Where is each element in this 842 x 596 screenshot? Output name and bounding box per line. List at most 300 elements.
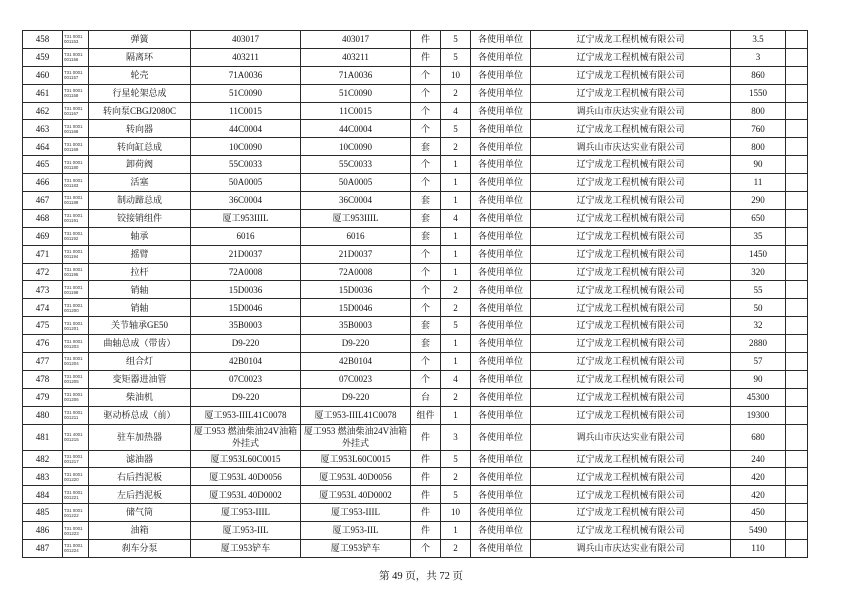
table-row [23, 120, 808, 138]
table-row [23, 66, 808, 84]
supplier: 辽宁成龙工程机械有限公司 [531, 31, 731, 49]
user-unit: 各使用单位 [471, 263, 531, 281]
item-name: 油箱 [89, 522, 191, 540]
item-name: 刹车分泵 [89, 540, 191, 558]
item-code-line: T31 0001 [64, 507, 83, 513]
quantity: 2 [441, 281, 471, 299]
remark-cell [786, 120, 808, 138]
item-code-line: T31 0001 [64, 141, 83, 147]
user-unit: 各使用单位 [471, 468, 531, 486]
unit: 件 [411, 504, 441, 522]
unit: 套 [411, 192, 441, 210]
supplier: 调兵山市庆达实业有限公司 [531, 424, 731, 450]
remark-cell [786, 450, 808, 468]
spec-model: 50A0005 [191, 174, 301, 192]
unit: 件 [411, 48, 441, 66]
remark-cell [786, 192, 808, 210]
supplier: 辽宁成龙工程机械有限公司 [531, 120, 731, 138]
row-number: 469 [23, 227, 63, 245]
item-code [63, 263, 89, 281]
spec-model: 21D0037 [191, 245, 301, 263]
item-name: 转向器 [89, 120, 191, 138]
item-code [63, 370, 89, 388]
item-code-line: 001220 [64, 476, 79, 482]
row-number: 484 [23, 486, 63, 504]
unit-price: 290 [731, 192, 786, 210]
row-number: 473 [23, 281, 63, 299]
spec-model: 11C0015 [191, 102, 301, 120]
spec-model: 07C0023 [191, 370, 301, 388]
user-unit: 各使用单位 [471, 540, 531, 558]
item-code [63, 84, 89, 102]
item-code-line: T31 0001 [64, 302, 83, 308]
row-number: 479 [23, 388, 63, 406]
item-code-line: 001156 [64, 57, 79, 63]
user-unit: 各使用单位 [471, 48, 531, 66]
spec-model: 403211 [191, 48, 301, 66]
item-code [63, 102, 89, 120]
item-code [63, 450, 89, 468]
table-row [23, 522, 808, 540]
item-name: 摇臂 [89, 245, 191, 263]
remark-cell [786, 353, 808, 371]
quantity: 2 [441, 388, 471, 406]
item-code-line: 001200 [64, 307, 79, 313]
item-code [63, 522, 89, 540]
quantity: 4 [441, 370, 471, 388]
user-unit: 各使用单位 [471, 209, 531, 227]
supplier: 辽宁成龙工程机械有限公司 [531, 66, 731, 84]
spec-model-alt: 厦工953L60C0015 [301, 450, 411, 468]
supplier: 调兵山市庆达实业有限公司 [531, 138, 731, 156]
item-code-line: T31 0001 [64, 471, 83, 477]
unit-price: 32 [731, 317, 786, 335]
item-code [63, 209, 89, 227]
unit: 个 [411, 263, 441, 281]
parts-ledger [22, 30, 807, 558]
remark-cell [786, 263, 808, 281]
item-code-line: 001153 [64, 39, 79, 45]
table-row [23, 156, 808, 174]
item-code-line: 001191 [64, 218, 79, 224]
spec-model-alt: 厦工953L 40D0002 [301, 486, 411, 504]
table-row [23, 299, 808, 317]
item-code-line: T31 0001 [64, 159, 83, 165]
user-unit: 各使用单位 [471, 174, 531, 192]
item-code-line: T31 0001 [64, 410, 83, 416]
table-row [23, 353, 808, 371]
table-row [23, 370, 808, 388]
item-name: 铰接销组件 [89, 209, 191, 227]
item-name: 拉杆 [89, 263, 191, 281]
row-number: 462 [23, 102, 63, 120]
item-name: 右后挡泥板 [89, 468, 191, 486]
unit: 组件 [411, 406, 441, 424]
supplier: 辽宁成龙工程机械有限公司 [531, 281, 731, 299]
quantity: 10 [441, 504, 471, 522]
spec-model: 厦工953-IIL [191, 522, 301, 540]
remark-cell [786, 227, 808, 245]
spec-model: 厦工953铲车 [191, 540, 301, 558]
item-code [63, 317, 89, 335]
item-code-line: T31 0001 [64, 195, 83, 201]
user-unit: 各使用单位 [471, 388, 531, 406]
item-code-line: 001206 [64, 397, 79, 403]
item-code [63, 48, 89, 66]
supplier: 辽宁成龙工程机械有限公司 [531, 299, 731, 317]
item-code-line: 001158 [64, 93, 79, 99]
item-code-line: T31 0001 [64, 267, 83, 273]
spec-model-alt: 厦工953-IIL [301, 522, 411, 540]
item-code-line: T31 0001 [64, 231, 83, 237]
remark-cell [786, 138, 808, 156]
item-name: 关节轴承GE50 [89, 317, 191, 335]
unit: 件 [411, 450, 441, 468]
unit: 个 [411, 281, 441, 299]
remark-cell [786, 174, 808, 192]
quantity: 1 [441, 406, 471, 424]
spec-model-alt: 厦工953-IIIL [301, 504, 411, 522]
remark-cell [786, 48, 808, 66]
unit: 件 [411, 31, 441, 49]
item-name: 驻车加热器 [89, 424, 191, 450]
item-code-line: 001223 [64, 530, 79, 536]
unit: 个 [411, 370, 441, 388]
user-unit: 各使用单位 [471, 335, 531, 353]
unit-price: 800 [731, 102, 786, 120]
unit: 套 [411, 335, 441, 353]
remark-cell [786, 522, 808, 540]
unit-price: 650 [731, 209, 786, 227]
table-row [23, 192, 808, 210]
unit: 套 [411, 227, 441, 245]
spec-model-alt: 厦工953IIIL [301, 209, 411, 227]
supplier: 辽宁成龙工程机械有限公司 [531, 406, 731, 424]
item-code-line: T31 0001 [64, 34, 83, 40]
spec-model-alt: 15D0046 [301, 299, 411, 317]
spec-model-alt: 72A0008 [301, 263, 411, 281]
unit: 个 [411, 540, 441, 558]
spec-model: 71A0036 [191, 66, 301, 84]
item-code-line: T31 0001 [64, 70, 83, 76]
item-name: 行星轮架总成 [89, 84, 191, 102]
table-row [23, 174, 808, 192]
unit-price: 680 [731, 424, 786, 450]
item-code-line: 001195 [64, 272, 79, 278]
table-row [23, 468, 808, 486]
row-number: 460 [23, 66, 63, 84]
item-code-line: 001168 [64, 128, 79, 134]
spec-model-alt: 厦工953L 40D0056 [301, 468, 411, 486]
remark-cell [786, 406, 808, 424]
spec-model: 厦工953IIIL [191, 209, 301, 227]
remark-cell [786, 370, 808, 388]
quantity: 5 [441, 317, 471, 335]
item-code [63, 156, 89, 174]
spec-model: 厦工953-IIIL [191, 504, 301, 522]
quantity: 1 [441, 192, 471, 210]
item-name: 储气筒 [89, 504, 191, 522]
table-row [23, 540, 808, 558]
unit-price: 760 [731, 120, 786, 138]
item-code-line: T31 0001 [64, 489, 83, 495]
supplier: 调兵山市庆达实业有限公司 [531, 102, 731, 120]
quantity: 4 [441, 209, 471, 227]
remark-cell [786, 317, 808, 335]
remark-cell [786, 486, 808, 504]
item-code [63, 138, 89, 156]
user-unit: 各使用单位 [471, 450, 531, 468]
row-number: 474 [23, 299, 63, 317]
unit-price: 420 [731, 486, 786, 504]
item-code-line: 001157 [64, 75, 79, 81]
row-number: 482 [23, 450, 63, 468]
item-code-line: T31 0001 [64, 177, 83, 183]
quantity: 1 [441, 353, 471, 371]
item-code-line: T31 0001 [64, 356, 83, 362]
item-name: 驱动桥总成（前） [89, 406, 191, 424]
user-unit: 各使用单位 [471, 192, 531, 210]
parts-table [22, 30, 808, 558]
unit: 个 [411, 353, 441, 371]
item-code [63, 335, 89, 353]
row-number: 465 [23, 156, 63, 174]
table-row [23, 424, 808, 450]
unit-price: 5490 [731, 522, 786, 540]
row-number: 475 [23, 317, 63, 335]
item-code [63, 227, 89, 245]
item-code-line: T31 0001 [64, 213, 83, 219]
spec-model-alt: 6016 [301, 227, 411, 245]
quantity: 1 [441, 156, 471, 174]
item-code [63, 31, 89, 49]
spec-model-alt: D9-220 [301, 388, 411, 406]
item-code [63, 174, 89, 192]
remark-cell [786, 102, 808, 120]
supplier: 辽宁成龙工程机械有限公司 [531, 156, 731, 174]
user-unit: 各使用单位 [471, 102, 531, 120]
item-name: 活塞 [89, 174, 191, 192]
supplier: 辽宁成龙工程机械有限公司 [531, 317, 731, 335]
supplier: 辽宁成龙工程机械有限公司 [531, 209, 731, 227]
remark-cell [786, 245, 808, 263]
spec-model: 厦工953L 40D0002 [191, 486, 301, 504]
item-code [63, 388, 89, 406]
item-code-line: 001221 [64, 494, 79, 500]
spec-model: 42B0104 [191, 353, 301, 371]
spec-model: 厦工953 燃油柴油24V油箱外挂式 [191, 424, 301, 450]
table-row [23, 245, 808, 263]
item-code-line: 001169 [64, 146, 79, 152]
item-name: 左后挡泥板 [89, 486, 191, 504]
table-row [23, 84, 808, 102]
item-code-line: 001189 [64, 200, 79, 206]
remark-cell [786, 424, 808, 450]
table-row [23, 227, 808, 245]
quantity: 2 [441, 540, 471, 558]
page-footer: 第 49 页，共 72 页 [379, 571, 463, 582]
quantity: 5 [441, 48, 471, 66]
spec-model-alt: 15D0036 [301, 281, 411, 299]
quantity: 5 [441, 31, 471, 49]
unit-price: 420 [731, 468, 786, 486]
supplier: 辽宁成龙工程机械有限公司 [531, 192, 731, 210]
item-code-line: T31 0001 [64, 106, 83, 111]
item-code-line: 001183 [64, 182, 79, 188]
unit-price: 19300 [731, 406, 786, 424]
row-number: 480 [23, 406, 63, 424]
supplier: 辽宁成龙工程机械有限公司 [531, 174, 731, 192]
user-unit: 各使用单位 [471, 66, 531, 84]
item-code [63, 299, 89, 317]
spec-model-alt: 11C0015 [301, 102, 411, 120]
item-code [63, 245, 89, 263]
unit-price: 90 [731, 156, 786, 174]
spec-model-alt: 44C0004 [301, 120, 411, 138]
unit: 个 [411, 102, 441, 120]
supplier: 辽宁成龙工程机械有限公司 [531, 486, 731, 504]
user-unit: 各使用单位 [471, 281, 531, 299]
remark-cell [786, 468, 808, 486]
user-unit: 各使用单位 [471, 31, 531, 49]
unit: 套 [411, 317, 441, 335]
quantity: 5 [441, 120, 471, 138]
supplier: 辽宁成龙工程机械有限公司 [531, 504, 731, 522]
quantity: 3 [441, 424, 471, 450]
quantity: 1 [441, 522, 471, 540]
table-row [23, 406, 808, 424]
row-number: 459 [23, 48, 63, 66]
spec-model: 厦工953L60C0015 [191, 450, 301, 468]
supplier: 辽宁成龙工程机械有限公司 [531, 522, 731, 540]
spec-model-alt: 35B0003 [301, 317, 411, 335]
item-code-line: 001224 [64, 548, 79, 554]
supplier: 辽宁成龙工程机械有限公司 [531, 335, 731, 353]
user-unit: 各使用单位 [471, 84, 531, 102]
unit-price: 3 [731, 48, 786, 66]
spec-model-alt: 71A0036 [301, 66, 411, 84]
quantity: 1 [441, 227, 471, 245]
unit-price: 860 [731, 66, 786, 84]
unit: 个 [411, 245, 441, 263]
quantity: 1 [441, 174, 471, 192]
remark-cell [786, 156, 808, 174]
table-row [23, 317, 808, 335]
unit: 个 [411, 156, 441, 174]
unit: 台 [411, 388, 441, 406]
spec-model: 55C0033 [191, 156, 301, 174]
user-unit: 各使用单位 [471, 504, 531, 522]
user-unit: 各使用单位 [471, 138, 531, 156]
unit: 个 [411, 120, 441, 138]
unit: 套 [411, 209, 441, 227]
spec-model-alt: 10C0090 [301, 138, 411, 156]
supplier: 辽宁成龙工程机械有限公司 [531, 245, 731, 263]
item-code-line: T31 4001 [64, 432, 83, 438]
item-code-line: 001180 [64, 164, 79, 170]
spec-model: 51C0090 [191, 84, 301, 102]
unit-price: 35 [731, 227, 786, 245]
row-number: 461 [23, 84, 63, 102]
spec-model: 35B0003 [191, 317, 301, 335]
quantity: 1 [441, 335, 471, 353]
item-code-line: 001203 [64, 343, 79, 349]
item-name: 隔离环 [89, 48, 191, 66]
user-unit: 各使用单位 [471, 424, 531, 450]
remark-cell [786, 335, 808, 353]
user-unit: 各使用单位 [471, 245, 531, 263]
item-code [63, 192, 89, 210]
remark-cell [786, 299, 808, 317]
item-code-line: T31 0001 [64, 543, 83, 549]
item-code-line: T31 0001 [64, 374, 83, 380]
remark-cell [786, 540, 808, 558]
item-code [63, 353, 89, 371]
supplier: 辽宁成龙工程机械有限公司 [531, 263, 731, 281]
table-row [23, 450, 808, 468]
table-body [23, 31, 808, 558]
unit-price: 1550 [731, 84, 786, 102]
table-row [23, 486, 808, 504]
unit: 个 [411, 84, 441, 102]
table-row [23, 281, 808, 299]
remark-cell [786, 209, 808, 227]
spec-model: 15D0046 [191, 299, 301, 317]
spec-model: 6016 [191, 227, 301, 245]
spec-model-alt: 厦工953 燃油柴油24V油箱外挂式 [301, 424, 411, 450]
remark-cell [786, 281, 808, 299]
quantity: 2 [441, 468, 471, 486]
item-code [63, 504, 89, 522]
row-number: 463 [23, 120, 63, 138]
unit-price: 320 [731, 263, 786, 281]
item-code-line: 001217 [64, 459, 79, 465]
supplier: 辽宁成龙工程机械有限公司 [531, 48, 731, 66]
item-name: 轮壳 [89, 66, 191, 84]
quantity: 1 [441, 263, 471, 281]
quantity: 2 [441, 138, 471, 156]
item-code-line: T31 0001 [64, 454, 83, 460]
user-unit: 各使用单位 [471, 227, 531, 245]
unit-price: 800 [731, 138, 786, 156]
quantity: 2 [441, 84, 471, 102]
unit-price: 11 [731, 174, 786, 192]
table-row [23, 388, 808, 406]
row-number: 458 [23, 31, 63, 49]
spec-model-alt: 403211 [301, 48, 411, 66]
item-code-line: T31 0001 [64, 249, 83, 255]
user-unit: 各使用单位 [471, 353, 531, 371]
table-row [23, 102, 808, 120]
spec-model: D9-220 [191, 388, 301, 406]
supplier: 辽宁成龙工程机械有限公司 [531, 84, 731, 102]
item-name: 销轴 [89, 299, 191, 317]
item-code [63, 406, 89, 424]
unit: 件 [411, 486, 441, 504]
item-code [63, 120, 89, 138]
spec-model-alt: 55C0033 [301, 156, 411, 174]
item-code [63, 540, 89, 558]
row-number: 481 [23, 424, 63, 450]
unit-price: 45300 [731, 388, 786, 406]
item-code-line: 001211 [64, 415, 79, 421]
item-name: 曲轴总成（带齿） [89, 335, 191, 353]
row-number: 486 [23, 522, 63, 540]
item-name: 弹簧 [89, 31, 191, 49]
unit-price: 55 [731, 281, 786, 299]
user-unit: 各使用单位 [471, 522, 531, 540]
row-number: 466 [23, 174, 63, 192]
